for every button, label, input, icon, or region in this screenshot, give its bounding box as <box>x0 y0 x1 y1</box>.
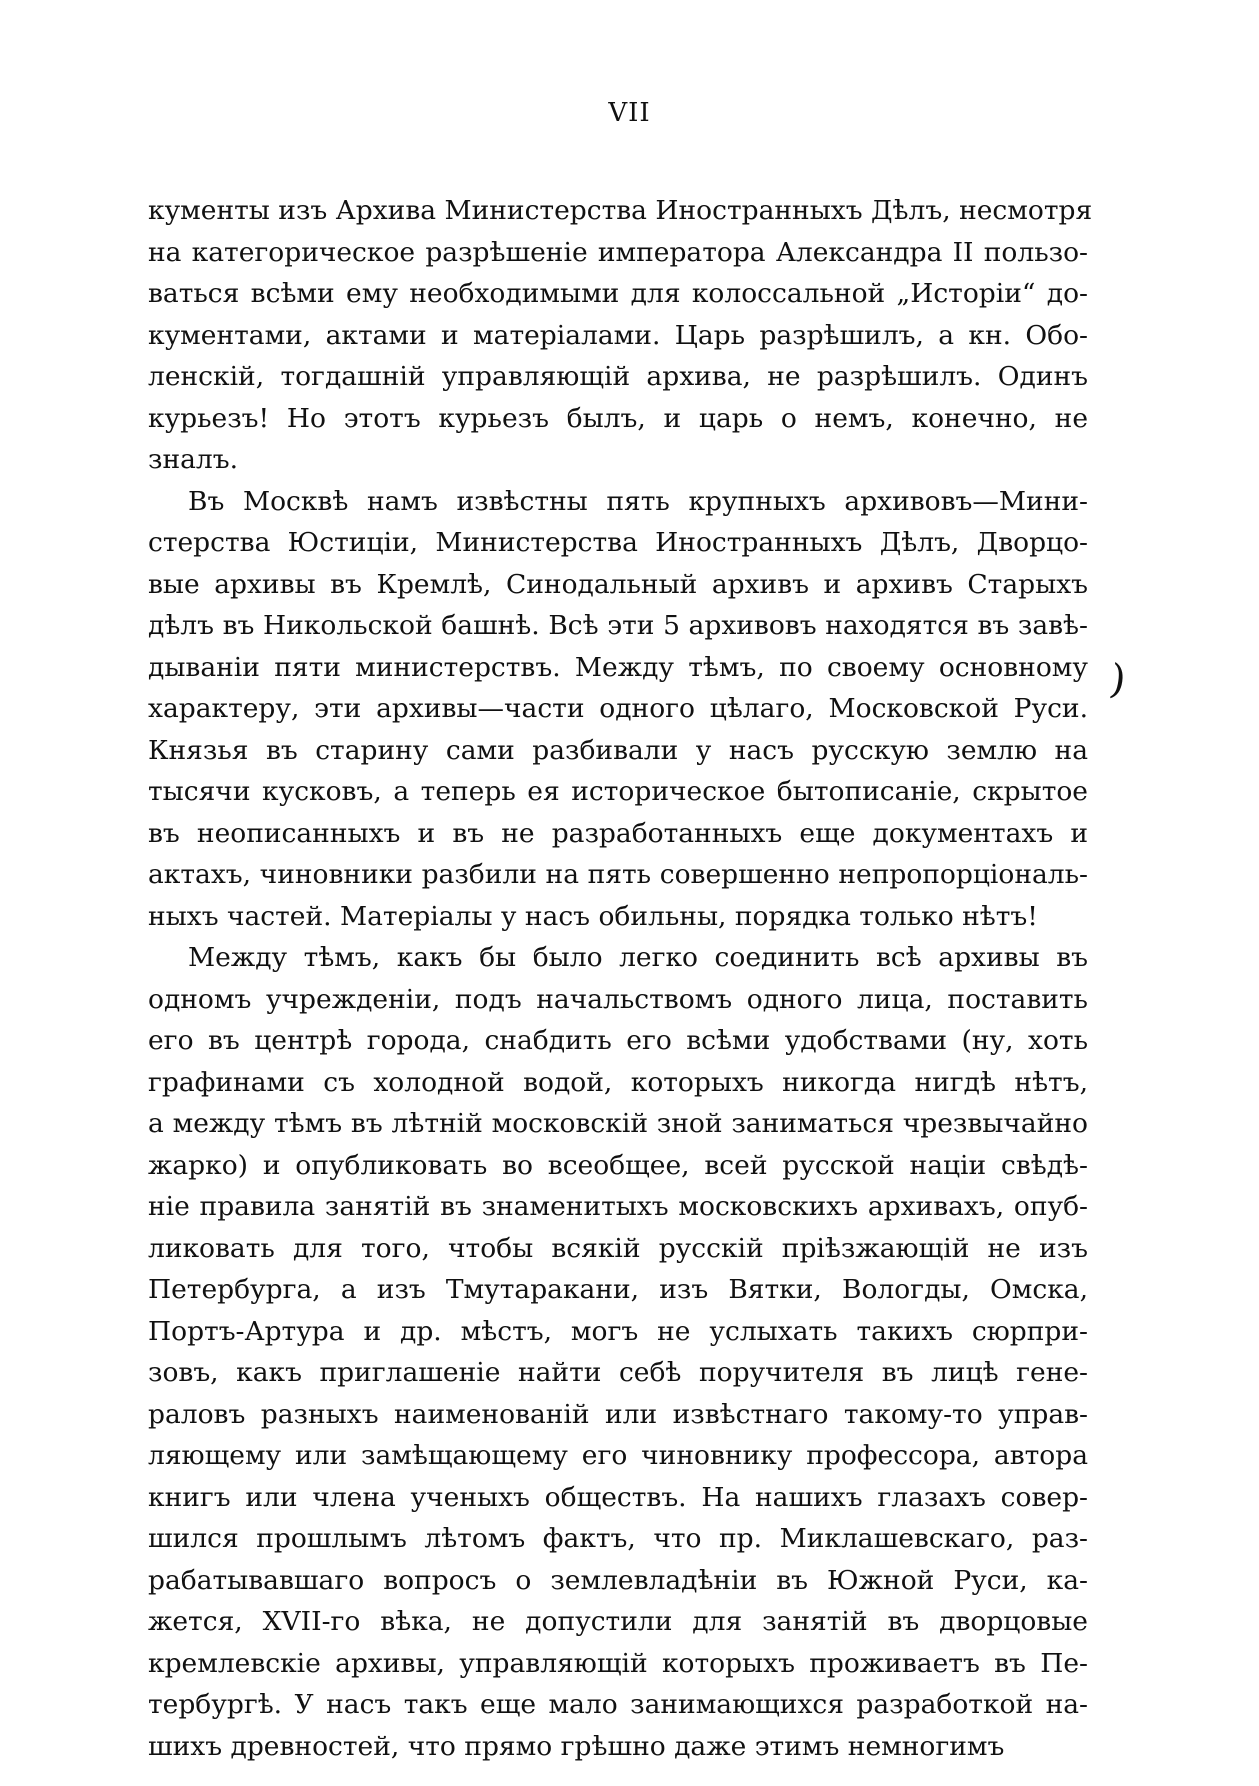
text-line: кремлевскіе архивы, управляющій которыхъ проживаетъ въ Пе- <box>148 1647 1088 1679</box>
text-line: тысячи кусковъ, а теперь ея историческое бытописаніе, скрытое <box>148 776 1088 807</box>
text-line: стерства Юстиціи, Министерства Иностранныхъ Дѣлъ, Дворцо- <box>148 527 1088 558</box>
text-line: а между тѣмъ въ лѣтній московскій зной заниматься чрезвычайно <box>148 1108 1088 1139</box>
text-line: зовъ, какъ приглашеніе найти себѣ поручителя въ лицѣ гене- <box>148 1357 1088 1388</box>
text-line: рабатывавшаго вопросъ о землевладѣніи въ Южной Руси, ка- <box>148 1564 1088 1596</box>
text-line: въ неописанныхъ и въ не разработанныхъ еще документахъ и <box>148 817 1088 849</box>
text-line: вые архивы въ Кремлѣ, Синодальный архивъ и архивъ Старыхъ <box>148 568 1088 600</box>
text-line: характеру, эти архивы—части одного цѣлаго, Московской Руси. <box>148 693 1088 724</box>
text-line: ніе правила занятій въ знаменитыхъ московскихъ архивахъ, опуб- <box>148 1191 1088 1222</box>
text-line: графинами съ холодной водой, которыхъ никогда нигдѣ нѣтъ, <box>148 1066 1088 1098</box>
text-line: Князья въ старину сами разбивали у насъ русскую землю на <box>148 734 1088 766</box>
text-line: ляющему или замѣщающему его чиновнику профессора, автора <box>148 1440 1088 1471</box>
text-line: на категорическое разрѣшеніе императора Александра II пользо- <box>148 236 1088 268</box>
text-line: дѣлъ въ Никольской башнѣ. Всѣ эти 5 архивовъ находятся въ завѣ- <box>148 610 1088 641</box>
text-line: актахъ, чиновники разбили на пять совершенно непропорціональ- <box>148 859 1088 890</box>
page-number: VII <box>608 98 651 128</box>
text-line: книгъ или члена ученыхъ обществъ. На нашихъ глазахъ совер- <box>148 1481 1088 1513</box>
text-line: жарко) и опубликовать во всеобщее, всей русской націи свѣдѣ- <box>148 1149 1088 1181</box>
text-line: тербургѣ. У насъ такъ еще мало занимающихся разработкой на- <box>148 1689 1088 1720</box>
text-line: дываніи пяти министерствъ. Между тѣмъ, по своему основному <box>148 651 1088 683</box>
text-line: Въ Москвѣ намъ извѣстны пять крупныхъ архивовъ—Мини- <box>188 485 1088 517</box>
text-line: шился прошлымъ лѣтомъ фактъ, что пр. Миклашевскаго, раз- <box>148 1523 1088 1554</box>
text-line: кументами, актами и матеріалами. Царь разрѣшилъ, а кн. Обо- <box>148 319 1088 351</box>
text-line: Между тѣмъ, какъ бы было легко соединить всѣ архивы въ <box>188 942 1088 973</box>
text-line: ликовать для того, чтобы всякій русскій пріѣзжающій не изъ <box>148 1232 1088 1264</box>
body-text <box>148 190 1093 1767</box>
text-line: ныхъ частей. Матеріалы у насъ обильны, порядка только нѣтъ! <box>148 900 1038 932</box>
text-line: жется, XVII-го вѣка, не допустили для занятій въ дворцовые <box>148 1606 1088 1637</box>
text-line: Петербурга, а изъ Тмутаракани, изъ Вятки, Вологды, Омска, <box>148 1274 1088 1305</box>
text-line: раловъ разныхъ наименованій или извѣстнаго такому-то управ- <box>148 1398 1088 1430</box>
text-line: ленскій, тогдашній управляющій архива, не разрѣшилъ. Одинъ <box>148 361 1088 392</box>
text-line: зналъ. <box>148 444 239 475</box>
text-line: кументы изъ Архива Министерства Иностранныхъ Дѣлъ, несмотря <box>148 195 1093 226</box>
text-line: его въ центрѣ города, снабдить его всѣми удобствами (ну, хоть <box>148 1025 1088 1056</box>
text-line: шихъ древностей, что прямо грѣшно даже этимъ немногимъ <box>148 1730 1005 1762</box>
margin-mark: ) <box>1106 656 1129 704</box>
text-line: ваться всѣми ему необходимыми для колоссальной „Исторіи“ до- <box>148 278 1088 309</box>
text-line: курьезъ! Но этотъ курьезъ былъ, и царь о немъ, конечно, не <box>148 402 1088 434</box>
text-line: одномъ учрежденіи, подъ начальствомъ одного лица, поставить <box>148 983 1088 1015</box>
text-line: Портъ-Артура и др. мѣстъ, могъ не услыхать такихъ сюрпри- <box>148 1315 1088 1347</box>
